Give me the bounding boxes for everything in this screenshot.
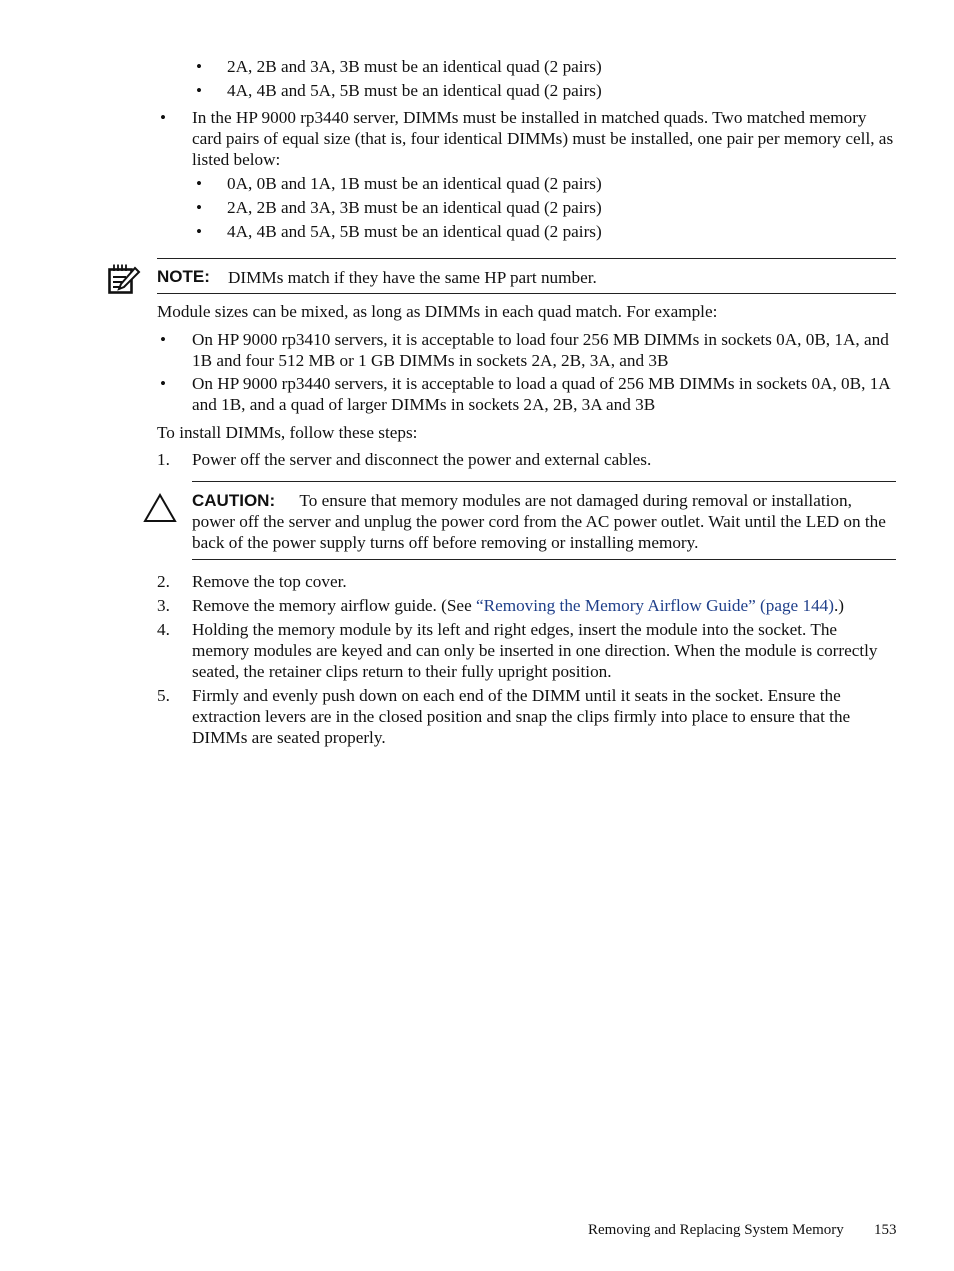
step-number: 4. [157, 620, 170, 639]
bullet-glyph: • [196, 174, 203, 193]
bullet-glyph: • [196, 222, 203, 241]
caution-triangle-icon [143, 493, 177, 523]
list-item [0, 197, 954, 218]
step-text: Remove the top cover. [192, 572, 347, 591]
list-item-text: In the HP 9000 rp3440 server, DIMMs must be installed in matched quads. Two matched memory card pairs of equal size (that is, four identical DIMMs) must be installed, one pair per memory cell, as listed below: [192, 108, 894, 169]
caution-block [192, 490, 898, 553]
step-item [0, 449, 954, 470]
list-item [0, 107, 954, 170]
step-number: 3. [157, 596, 170, 615]
step-item [0, 685, 954, 748]
note-bottom-rule [157, 293, 896, 294]
step-item [0, 619, 954, 682]
list-item [0, 221, 954, 242]
bullet-glyph: • [160, 108, 167, 127]
list-item [0, 329, 954, 371]
list-item-text: 4A, 4B and 5A, 5B must be an identical quad (2 pairs) [227, 222, 602, 241]
list-item-text: On HP 9000 rp3410 servers, it is acceptable to load four 256 MB DIMMs in sockets 0A, 0B, 1A, and 1B and four 512 MB or 1 GB DIMMs in sockets 2A, 2B, 3A, and 3B [192, 330, 889, 370]
note-text: DIMMs match if they have the same HP part number. [228, 268, 597, 287]
step-text: Firmly and evenly push down on each end of the DIMM until it seats in the socket. Ensure the extraction levers are in the closed position and snap the clips firmly into place to ensure that the DIMMs are seated properly. [192, 686, 851, 747]
bullet-glyph: • [160, 330, 167, 349]
list-item [0, 173, 954, 194]
note-icon [107, 263, 141, 295]
note-label: NOTE: [157, 267, 210, 286]
step-item [0, 595, 954, 616]
bullet-glyph: • [196, 81, 203, 100]
list-item [0, 373, 954, 415]
footer-section-title: Removing and Replacing System Memory [588, 1222, 844, 1238]
step-number: 5. [157, 686, 170, 705]
list-item-text: 2A, 2B and 3A, 3B must be an identical quad (2 pairs) [227, 198, 602, 217]
list-item [0, 80, 954, 101]
caution-top-rule [192, 481, 896, 482]
step-item [0, 571, 954, 592]
bullet-glyph: • [160, 374, 167, 393]
caution-label: CAUTION: [192, 491, 276, 510]
caution-bottom-rule [192, 559, 896, 560]
caution-text: To ensure that memory modules are not damaged during removal or installation, power off the server and unplug the power cord from the AC power outlet. Wait until the LED on the back of the power supply turns off before removing or installing memory. [192, 491, 886, 552]
step-text [192, 595, 844, 616]
list-item-text: 4A, 4B and 5A, 5B must be an identical quad (2 pairs) [227, 81, 602, 100]
bullet-glyph: • [196, 57, 203, 76]
paragraph: To install DIMMs, follow these steps: [157, 423, 418, 442]
list-item [0, 56, 954, 77]
list-item-text: On HP 9000 rp3440 servers, it is acceptable to load a quad of 256 MB DIMMs in sockets 0A, 0B, 1A and 1B, and a quad of larger DIMMs in sockets 2A, 2B, 3A and 3B [192, 374, 890, 414]
step-text-before: Remove the memory airflow guide. (See [192, 596, 476, 615]
paragraph: Module sizes can be mixed, as long as DIMMs in each quad match. For example: [157, 302, 718, 321]
step-text: Holding the memory module by its left and right edges, insert the module into the socket. The memory modules are keyed and can only be inserted in one direction. When the module is correctly seated, the retainer clips return to their fully upright position. [192, 620, 878, 681]
step-text-after: .) [833, 596, 845, 615]
note-top-rule [157, 258, 896, 259]
list-item-text: 2A, 2B and 3A, 3B must be an identical quad (2 pairs) [227, 57, 602, 76]
step-text: Power off the server and disconnect the power and external cables. [192, 450, 652, 469]
footer-page-number: 153 [874, 1222, 897, 1238]
list-item-text: 0A, 0B and 1A, 1B must be an identical quad (2 pairs) [227, 174, 602, 193]
bullet-glyph: • [196, 198, 203, 217]
step-number: 2. [157, 572, 170, 591]
step-number: 1. [157, 450, 170, 469]
airflow-guide-link[interactable]: “Removing the Memory Airflow Guide” (page 144) [476, 596, 834, 615]
